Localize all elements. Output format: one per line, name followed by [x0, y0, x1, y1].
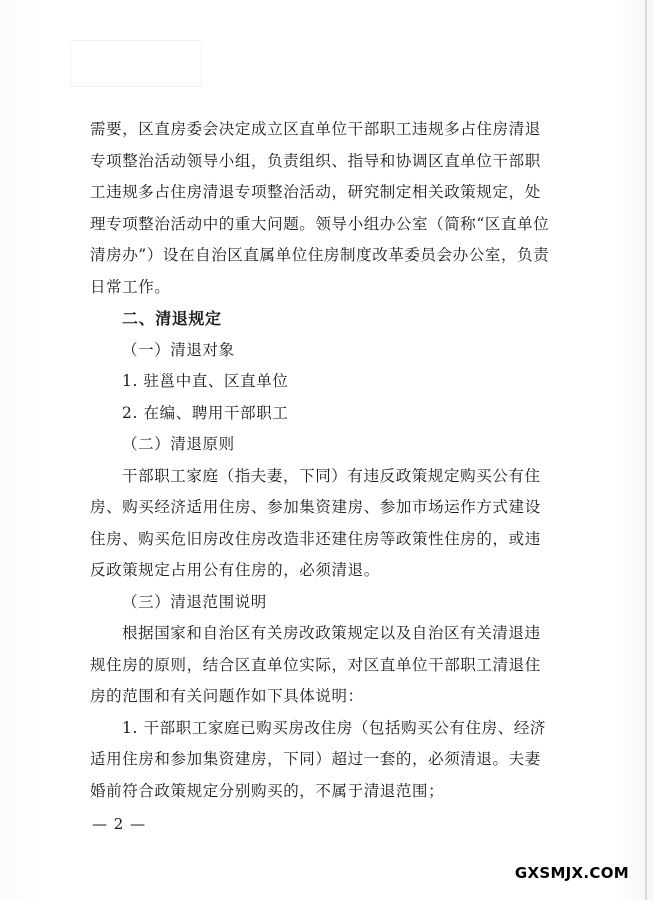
subsection-heading: （二）清退原则 — [122, 435, 235, 453]
list-item: 2. 在编、聘用干部职工 — [122, 403, 289, 422]
page-edge-shadow — [645, 0, 647, 900]
section-heading: 二、清退规定 — [122, 309, 222, 328]
body-line: 干部职工家庭（指夫妻，下同）有违反政策规定购买公有住 — [122, 466, 541, 485]
site-watermark: GXSMJX.COM — [514, 864, 629, 882]
body-line: 房、购买经济适用住房、参加集资建房、参加市场运作方式建设 — [90, 498, 541, 516]
list-item: 1. 干部职工家庭已购买房改住房（包括购买公有住房、经济 — [122, 718, 547, 737]
document-body — [90, 114, 560, 807]
body-line: 清房办”）设在自治区直属单位住房制度改革委员会办公室，负责 — [90, 246, 550, 264]
body-line: 住房、购买危旧房改住房改造非还建住房等政策性住房的，或违 — [90, 529, 541, 548]
body-line: 房的范围和有关问题作如下具体说明： — [90, 687, 364, 705]
body-line: 专项整治活动领导小组，负责组织、指导和协调区直单位干部职 — [90, 151, 541, 170]
body-line: 根据国家和自治区有关房改政策规定以及自治区有关清退违 — [122, 624, 541, 642]
body-line: 适用住房和参加集资建房，下同）超过一套的，必须清退。夫妻 — [90, 750, 541, 768]
subsection-heading: （一）清退对象 — [122, 340, 235, 359]
subsection-heading: （三）清退范围说明 — [122, 592, 267, 611]
body-line: 工违规多占住房清退专项整治活动，研究制定相关政策规定，处 — [90, 183, 541, 201]
faded-stamp-area — [70, 40, 202, 87]
list-item: 1. 驻邕中直、区直单位 — [122, 372, 289, 390]
body-line: 需要，区直房委会决定成立区直单位干部职工违规多占住房清退 — [90, 120, 541, 138]
body-line: 理专项整治活动中的重大问题。领导小组办公室（简称“区直单位 — [90, 214, 550, 233]
body-line: 反政策规定占用公有住房的，必须清退。 — [90, 561, 380, 579]
page-number: — 2 — — [92, 815, 147, 833]
body-line: 规住房的原则，结合区直单位实际，对区直单位干部职工清退住 — [90, 655, 541, 674]
body-line: 婚前符合政策规定分别购买的，不属于清退范围； — [90, 781, 445, 800]
body-line: 日常工作。 — [90, 277, 171, 296]
